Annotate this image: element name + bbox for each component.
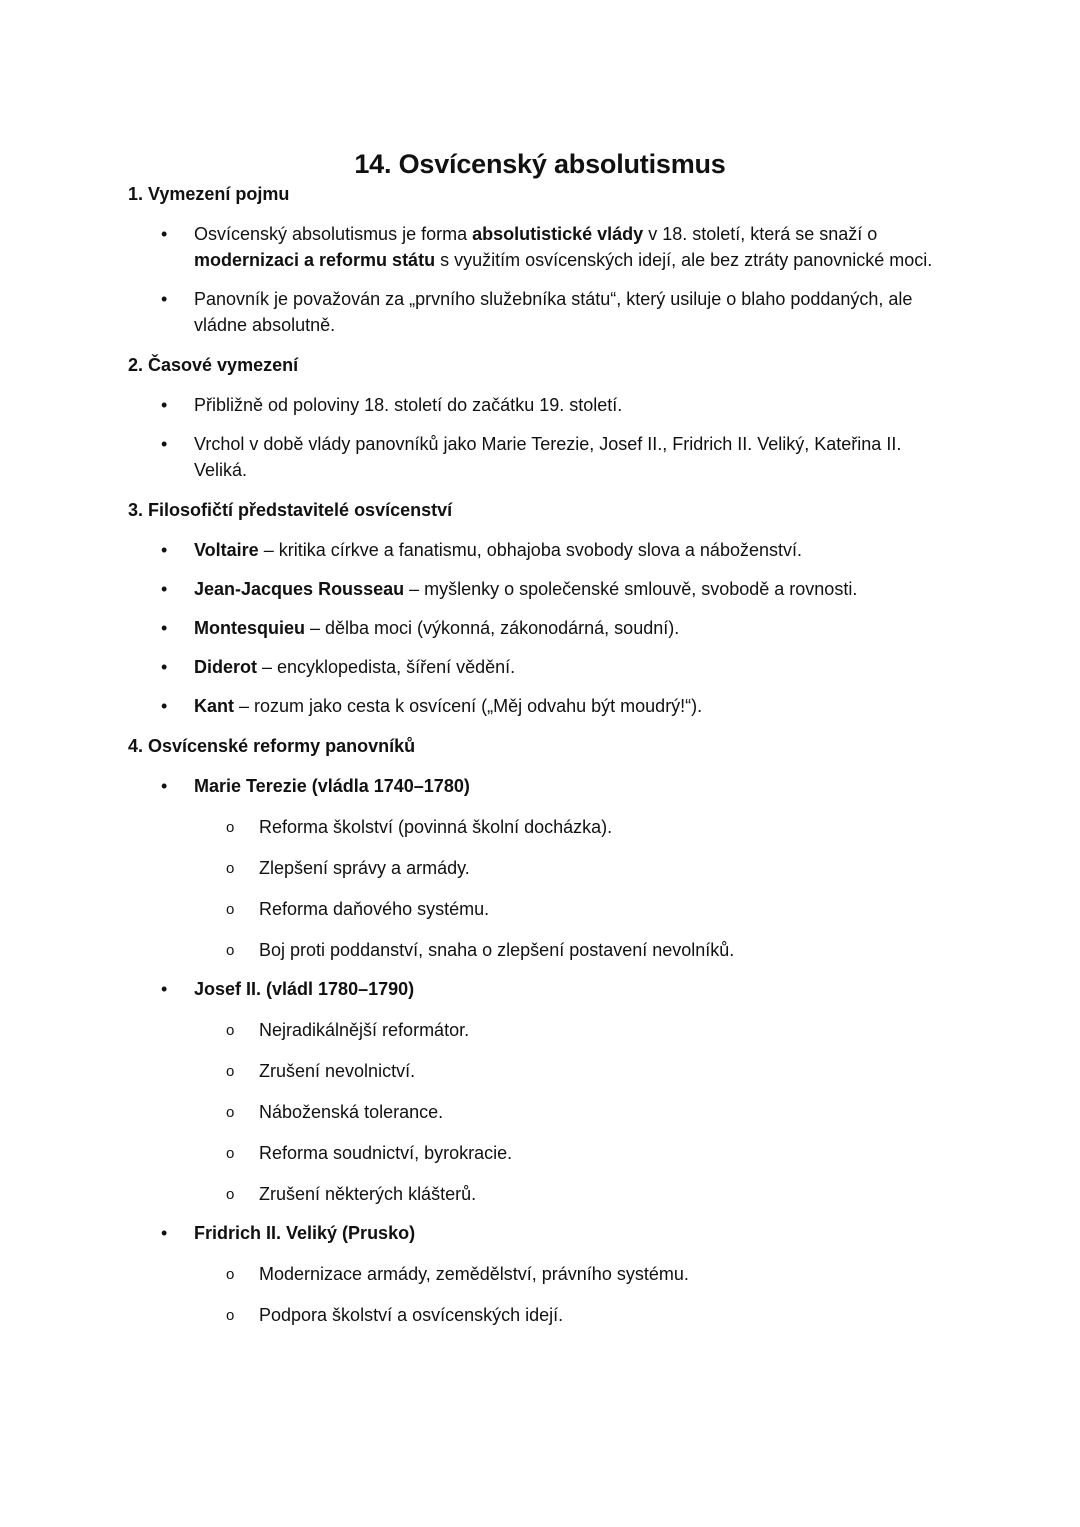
circle-bullet-icon: o <box>226 942 235 959</box>
sub-list-item-text: Podpora školství a osvícenských idejí. <box>259 1305 564 1325</box>
list-item <box>128 773 948 799</box>
bold-text: absolutistické vlády <box>472 224 644 244</box>
section-heading: 4. Osvícenské reformy panovníků <box>128 736 416 756</box>
list-item <box>128 976 948 1002</box>
list-item-text <box>194 657 515 677</box>
list-item-text <box>194 979 414 999</box>
bold-text: Jean-Jacques Rousseau <box>194 579 405 599</box>
sub-list-item-text: Nejradikálnější reformátor. <box>259 1020 470 1040</box>
circle-bullet-icon: o <box>226 1266 235 1283</box>
list-item <box>128 537 948 563</box>
sub-list-item <box>128 1058 948 1084</box>
list-item-text <box>194 579 857 599</box>
sub-list-item <box>128 1181 948 1207</box>
list-item <box>128 693 948 719</box>
list-item <box>128 615 948 641</box>
list-item <box>128 221 948 273</box>
sub-list-item <box>128 1099 948 1125</box>
text-run: – encyklopedista, šíření vědění. <box>257 657 516 677</box>
bullet-icon: • <box>161 657 168 677</box>
sub-list-item <box>128 1302 948 1328</box>
text-run: – myšlenky o společenské smlouvě, svobodě a rovnosti. <box>404 579 858 599</box>
sub-list-item <box>128 896 948 922</box>
bold-text: Marie Terezie (vládla 1740–1780) <box>194 776 470 796</box>
sub-list-item-text: Zlepšení správy a armády. <box>259 858 470 878</box>
bullet-icon: • <box>161 434 168 454</box>
bullet-icon: • <box>161 1223 168 1243</box>
sub-list-item-text: Reforma soudnictví, byrokracie. <box>259 1143 513 1163</box>
list-item-text <box>194 224 932 270</box>
bullet-icon: • <box>161 289 168 309</box>
section-3 <box>128 496 948 719</box>
list-item <box>128 431 948 483</box>
section-2 <box>128 351 948 483</box>
bullet-icon: • <box>161 540 168 560</box>
text-run: – rozum jako cesta k osvícení („Měj odvahu být moudrý!“). <box>234 696 703 716</box>
sub-list-item-text: Modernizace armády, zemědělství, právního systému. <box>259 1264 689 1284</box>
circle-bullet-icon: o <box>226 901 235 918</box>
text-run: – kritika církve a fanatismu, obhajoba svobody slova a náboženství. <box>258 540 802 560</box>
list-item-text <box>194 434 901 480</box>
circle-bullet-icon: o <box>226 1022 235 1039</box>
sub-list-item <box>128 1017 948 1043</box>
bullet-icon: • <box>161 979 168 999</box>
sub-list-item-text: Reforma školství (povinná školní docházka). <box>259 817 613 837</box>
list-item <box>128 654 948 680</box>
document-body <box>128 180 948 1328</box>
section-heading: 2. Časové vymezení <box>128 355 299 375</box>
sub-list-item <box>128 1140 948 1166</box>
circle-bullet-icon: o <box>226 1307 235 1324</box>
sub-list-item-text: Boj proti poddanství, snaha o zlepšení postavení nevolníků. <box>259 940 735 960</box>
bold-text: Kant <box>194 696 234 716</box>
list-item-text <box>194 776 470 796</box>
text-run: Vrchol v době vlády panovníků jako Marie Terezie, Josef II., Fridrich II. Veliký, Kateřina II. Veliká. <box>194 434 902 480</box>
circle-bullet-icon: o <box>226 860 235 877</box>
list-item-text <box>194 1223 415 1243</box>
text-run: – dělba moci (výkonná, zákonodárná, soudní). <box>305 618 680 638</box>
section-1 <box>128 180 948 338</box>
circle-bullet-icon: o <box>226 1063 235 1080</box>
page-title: 14. Osvícenský absolutismus <box>354 149 726 180</box>
bold-text: Voltaire <box>194 540 259 560</box>
bold-text: Fridrich II. Veliký (Prusko) <box>194 1223 416 1243</box>
sub-list-item <box>128 937 948 963</box>
sub-list-item-text: Reforma daňového systému. <box>259 899 490 919</box>
circle-bullet-icon: o <box>226 1104 235 1121</box>
sub-list-item-text: Zrušení některých klášterů. <box>259 1184 477 1204</box>
list-item-text <box>194 696 702 716</box>
list-item <box>128 392 948 418</box>
section-4 <box>128 732 948 1328</box>
bullet-icon: • <box>161 696 168 716</box>
bullet-icon: • <box>161 224 168 244</box>
text-run: Osvícenský absolutismus je forma <box>194 224 473 244</box>
bullet-icon: • <box>161 579 168 599</box>
sub-list-item-text: Zrušení nevolnictví. <box>259 1061 416 1081</box>
list-item-text <box>194 618 679 638</box>
sub-list-item <box>128 1261 948 1287</box>
circle-bullet-icon: o <box>226 1186 235 1203</box>
list-item-text <box>194 540 802 560</box>
list-item <box>128 286 948 338</box>
circle-bullet-icon: o <box>226 1145 235 1162</box>
sub-list-item <box>128 855 948 881</box>
text-run: v 18. století, která se snaží o <box>643 224 878 244</box>
sub-list-item <box>128 814 948 840</box>
bold-text: Montesquieu <box>194 618 305 638</box>
bold-text: modernizaci a reformu státu <box>194 250 436 270</box>
text-run: Přibližně od poloviny 18. století do začátku 19. století. <box>194 395 623 415</box>
bold-text: Diderot <box>194 657 257 677</box>
list-item-text <box>194 395 622 415</box>
bullet-icon: • <box>161 395 168 415</box>
section-heading: 1. Vymezení pojmu <box>128 184 290 204</box>
sub-list-item-text: Náboženská tolerance. <box>259 1102 444 1122</box>
bullet-icon: • <box>161 618 168 638</box>
text-run: Panovník je považován za „prvního služebníka státu“, který usiluje o blaho poddaných, ale vládne absolutně. <box>194 289 913 335</box>
bullet-icon: • <box>161 776 168 796</box>
bold-text: Josef II. (vládl 1780–1790) <box>194 979 415 999</box>
list-item <box>128 576 948 602</box>
section-heading: 3. Filosofičtí představitelé osvícenství <box>128 500 453 520</box>
list-item <box>128 1220 948 1246</box>
list-item-text <box>194 289 912 335</box>
text-run: s využitím osvícenských idejí, ale bez ztráty panovnické moci. <box>435 250 933 270</box>
circle-bullet-icon: o <box>226 819 235 836</box>
